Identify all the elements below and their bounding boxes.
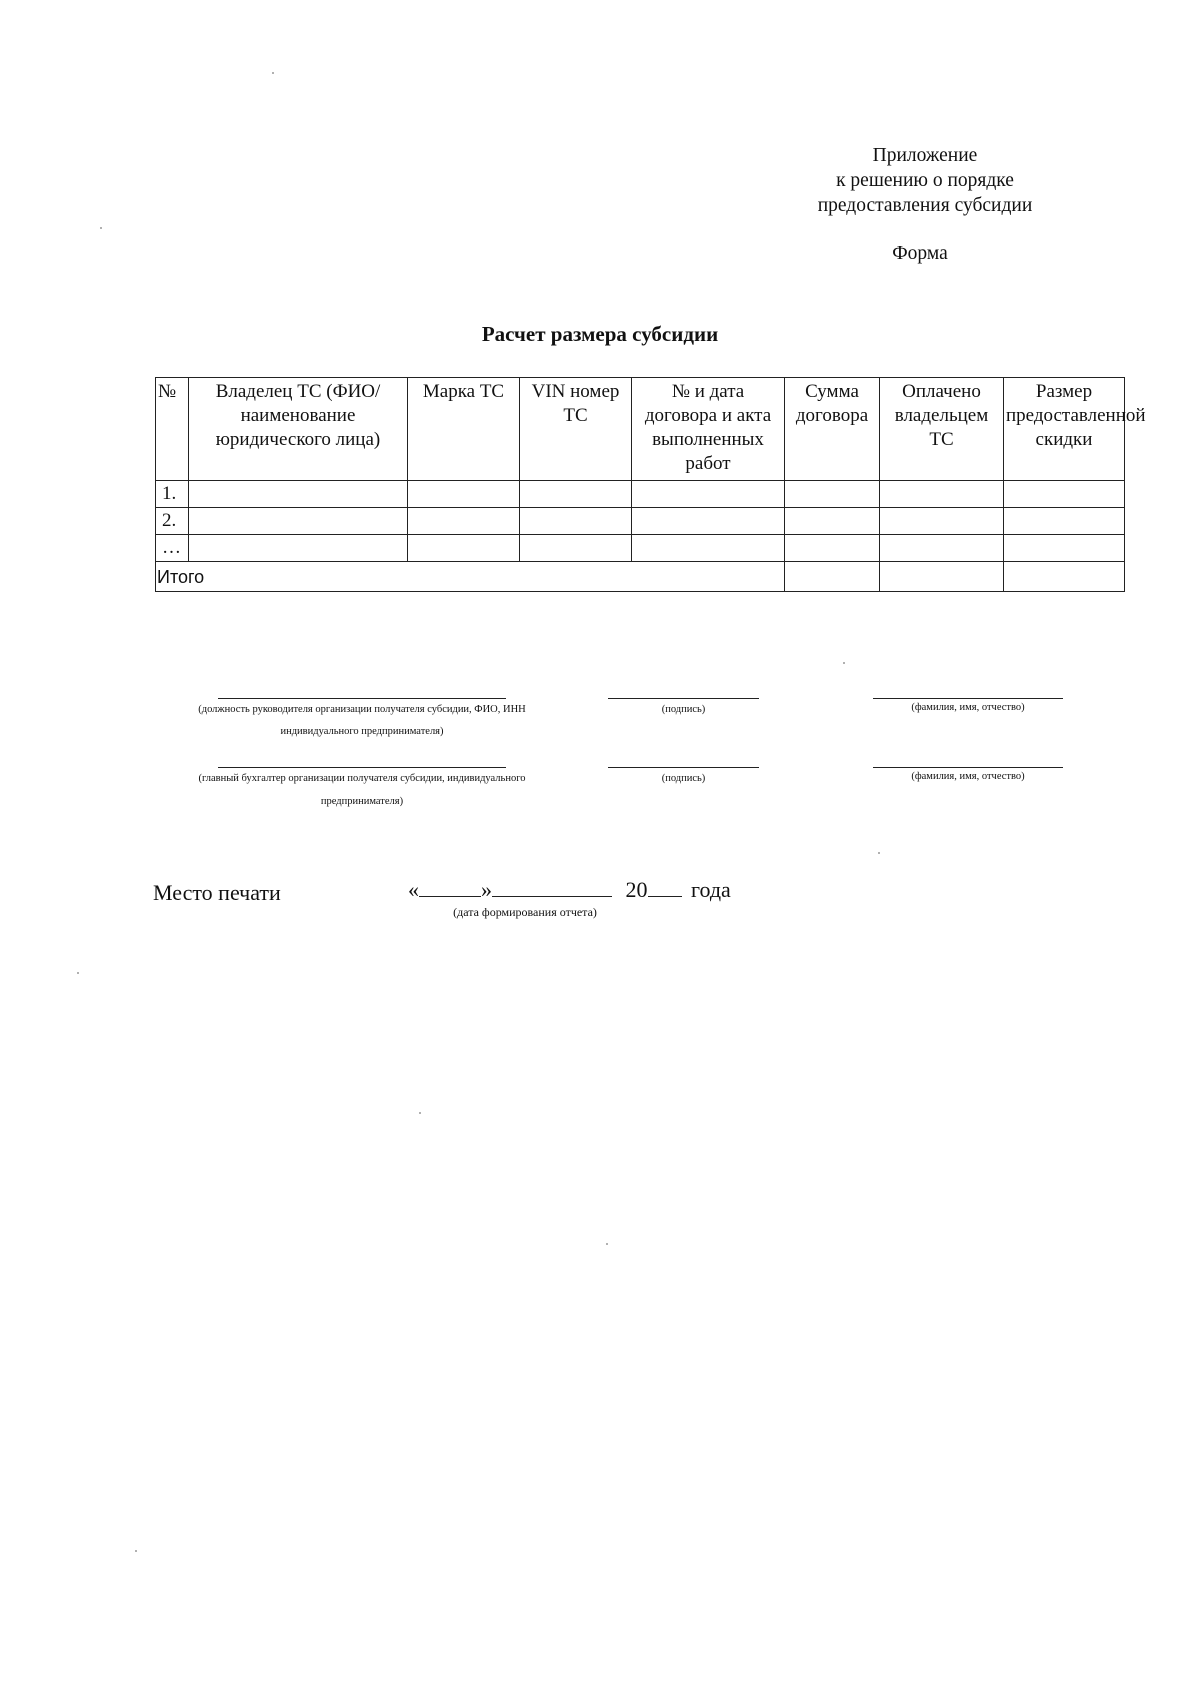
accountant-signature-line [608, 767, 759, 768]
quote-open: « [408, 877, 419, 902]
cell-contract [632, 508, 785, 535]
cell-paid [880, 481, 1004, 508]
head-name-line [873, 698, 1063, 699]
cell-vin [520, 508, 632, 535]
cell-vin [520, 481, 632, 508]
cell-brand [408, 508, 520, 535]
col-owner-header: Владелец ТС (ФИО/наименование юридического лица) [189, 378, 408, 481]
col-paid-header: Оплачено владельцем ТС [880, 378, 1004, 481]
table-row [156, 535, 1125, 562]
col-discount-header: Размер предоставленной скидки [1004, 378, 1125, 481]
cell-contract [632, 535, 785, 562]
appendix-line-2: к решению о порядке [836, 170, 1014, 191]
col-contract-header: № и дата договора и акта выполненных работ [632, 378, 785, 481]
cell-discount [1004, 481, 1125, 508]
scan-speck [100, 227, 102, 229]
cell-brand [408, 535, 520, 562]
cell-paid [880, 508, 1004, 535]
cell-contract [632, 481, 785, 508]
accountant-position-line [218, 767, 506, 768]
month-blank [492, 876, 612, 897]
scan-speck [843, 662, 845, 664]
appendix-line-3: предоставления субсидии [817, 195, 1033, 216]
head-signature-caption: (подпись) [661, 704, 706, 715]
accountant-position-caption-2: предпринимателя) [320, 796, 404, 807]
accountant-position-caption-1: (главный бухгалтер организации получателя субсидии, индивидуального [198, 773, 526, 784]
row-number: 2. [156, 508, 189, 535]
day-blank [419, 876, 481, 897]
col-brand-header: Марка ТС [408, 378, 520, 481]
total-paid [880, 562, 1004, 592]
stamp-place-label: Место печати [153, 880, 281, 905]
cell-brand [408, 481, 520, 508]
year-prefix: 20 [625, 877, 648, 902]
col-amount-header: Сумма договора [785, 378, 880, 481]
col-number-header: № [156, 378, 189, 481]
cell-vin [520, 535, 632, 562]
form-label: Форма [892, 243, 948, 264]
appendix-line-1: Приложение [872, 145, 978, 166]
year-suffix: года [691, 877, 731, 902]
appendix-header [760, 143, 1090, 218]
year-blank [648, 876, 682, 897]
cell-paid [880, 535, 1004, 562]
quote-close: » [481, 877, 492, 902]
total-discount [1004, 562, 1125, 592]
report-date-caption: (дата формирования отчета) [453, 905, 597, 919]
total-amount [785, 562, 880, 592]
table-row [156, 508, 1125, 535]
accountant-name-line [873, 767, 1063, 768]
scan-speck [135, 1550, 137, 1552]
cell-discount [1004, 535, 1125, 562]
scan-speck [77, 972, 79, 974]
cell-owner [189, 481, 408, 508]
table-header-row [156, 378, 1125, 481]
scan-speck [878, 852, 880, 854]
document-title: Расчет размера субсидии [481, 322, 719, 346]
table-total-row [156, 562, 1125, 592]
cell-amount [785, 508, 880, 535]
scan-speck [419, 1112, 421, 1114]
head-name-caption: (фамилия, имя, отчество) [911, 702, 1025, 713]
head-position-line [218, 698, 506, 699]
total-label: Итого [156, 562, 785, 592]
cell-amount [785, 535, 880, 562]
cell-amount [785, 481, 880, 508]
table-row [156, 481, 1125, 508]
row-number: … [156, 535, 189, 562]
row-number: 1. [156, 481, 189, 508]
report-date-field [408, 876, 731, 903]
subsidy-table [155, 377, 1146, 592]
cell-discount [1004, 508, 1125, 535]
accountant-signature-caption: (подпись) [661, 773, 706, 784]
head-signature-line [608, 698, 759, 699]
scan-speck [606, 1243, 608, 1245]
accountant-name-caption: (фамилия, имя, отчество) [911, 771, 1025, 782]
col-vin-header: VIN номер ТС [520, 378, 632, 481]
cell-owner [189, 508, 408, 535]
cell-owner [189, 535, 408, 562]
scan-speck [272, 72, 274, 74]
head-position-caption-1: (должность руководителя организации получателя субсидии, ФИО, ИНН [198, 704, 526, 715]
head-position-caption-2: индивидуального предпринимателя) [280, 726, 444, 737]
